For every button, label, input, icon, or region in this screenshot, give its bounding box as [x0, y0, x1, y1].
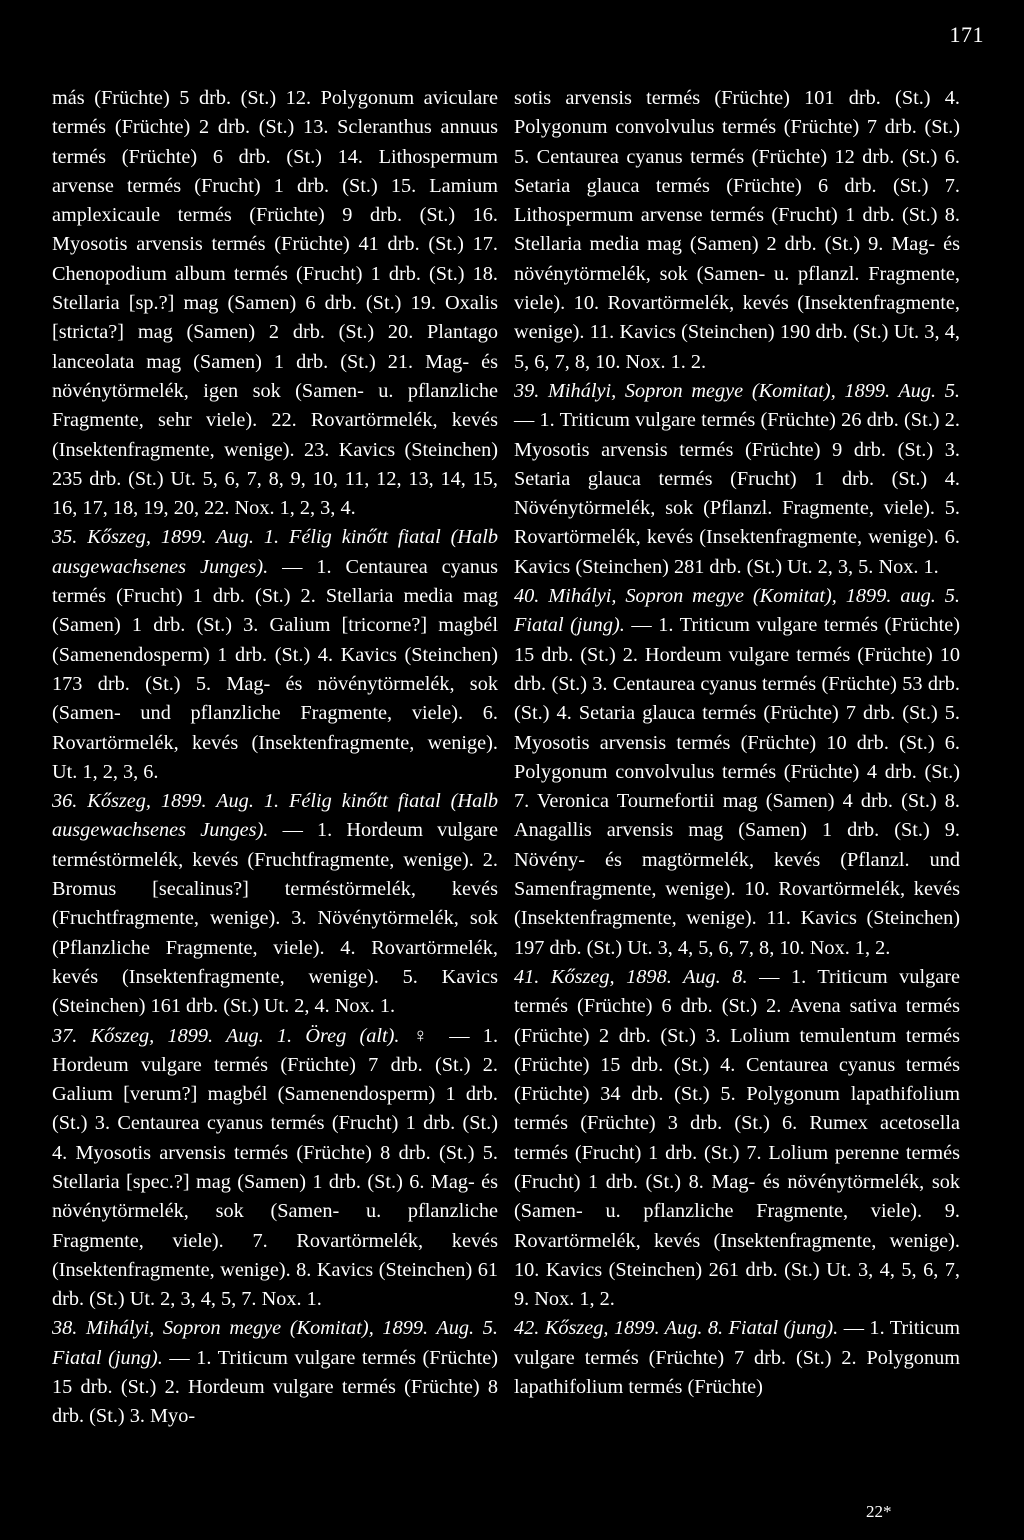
- entry-40: [514, 582, 960, 963]
- entry-heading: 41. Kőszeg, 1898. Aug. 8.: [514, 965, 748, 988]
- entry-42: [514, 1314, 960, 1402]
- entry-continuation: [52, 84, 498, 523]
- entry-continuation: [514, 84, 960, 377]
- entry-text: — 1. Triticum vulgare termés (Früchte) 26 drb. (St.) 2. Myosotis arvensis termés (Früchte) 9 drb. (St.) 3. Setaria glauca termés (Frucht) 1 drb. (St.) 4. Növénytörmelék, sok (Pflanzl. Fragmente, viele). 5. Rovartörmelék, kevés (Insektenfragmente, wenige). 6. Kavics (Steinchen) 281 drb. (St.) Ut. 2, 3, 5. Nox. 1.: [514, 409, 960, 578]
- entry-heading: 42. Kőszeg, 1899. Aug. 8. Fiatal (jung).: [514, 1317, 839, 1340]
- entry-35: [52, 523, 498, 787]
- entry-text: — 1. Triticum vulgare termés (Früchte) 6 drb. (St.) 2. Avena sativa termés (Früchte) 2 drb. (St.) 3. Lolium temulentum termés (Früchte) 15 drb. (St.) 4. Centaurea cyanus termés (Früchte) 34 drb. (St.) 5. Polygonum lapathifolium termés (Früchte) 3 drb. (St.) 6. Rumex acetosella termés (Frucht) 1 drb. (St.) 7. Lolium perenne termés (Frucht) 1 drb. (St.) 8. Mag- és növénytörmelék, sok (Samen- u. pflanzliche Fragmente, viele). 9. Rovartörmelék, kevés (Insektenfragmente, wenige). 10. Kavics (Steinchen) 261 drb. (St.) Ut. 3, 4, 5, 6, 7, 9. Nox. 1, 2.: [514, 965, 960, 1311]
- entry-heading: 36. Kőszeg, 1899. Aug. 1. Félig kinőtt fiatal (Halb ausgewachsenes Junges).: [52, 790, 498, 842]
- right-column: [514, 84, 960, 1402]
- entry-41: [514, 963, 960, 1315]
- page-number: 171: [949, 22, 984, 47]
- entry-37: [52, 1022, 498, 1315]
- entry-text: más (Früchte) 5 drb. (St.) 12. Polygonum aviculare termés (Früchte) 2 drb. (St.) 13. Scleranthus annuus termés (Früchte) 6 drb. (St.) 14. Lithospermum arvense termés (Frucht) 1 drb. (St.) 15. Lamium amplexicaule termés (Früchte) 9 drb. (St.) 16. Myosotis arvensis termés (Früchte) 41 drb. (St.) 17. Chenopodium album termés (Frucht) 1 drb. (St.) 18. Stellaria [sp.?] mag (Samen) 6 drb. (St.) 19. Oxalis [stricta?] mag (Samen) 2 drb. (St.) 20. Plantago lanceolata mag (Samen) 1 drb. (St.) 21. Mag- és növénytörmelék, igen sok (Samen- u. pflanzliche Fragmente, sehr viele). 22. Rovartörmelék, kevés (Insektenfragmente, wenige). 23. Kavics (Steinchen) 235 drb. (St.) Ut. 5, 6, 7, 8, 9, 10, 11, 12, 13, 14, 15, 16, 17, 18, 19, 20, 22. Nox. 1, 2, 3, 4.: [52, 87, 498, 520]
- entry-heading: 39. Mihályi, Sopron megye (Komitat), 1899. Aug. 5.: [514, 379, 960, 402]
- entry-heading: 38. Mihályi, Sopron megye (Komitat), 1899. Aug. 5. Fiatal (jung).: [52, 1317, 498, 1369]
- entry-36: [52, 787, 498, 1021]
- entry-text: — 1. Hordeum vulgare terméstörmelék, kevés (Fruchtfragmente, wenige). 2. Bromus [secalinus?] terméstörmelék, kevés (Fruchtfragmente, wenige). 3. Növénytörmelék, sok (Pflanzliche Fragmente, viele). 4. Rovartörmelék, kevés (Insektenfragmente, wenige). 5. Kavics (Steinchen) 161 drb. (St.) Ut. 2, 4. Nox. 1.: [52, 819, 498, 1018]
- left-column: [52, 84, 498, 1432]
- entry-38: [52, 1314, 498, 1431]
- entry-39: [514, 377, 960, 582]
- entry-text: — 1. Triticum vulgare termés (Früchte) 15 drb. (St.) 2. Hordeum vulgare termés (Früchte) 10 drb. (St.) 3. Centaurea cyanus termés (Früchte) 53 drb. (St.) 4. Setaria glauca termés (Früchte) 7 drb. (St.) 5. Myosotis arvensis termés (Früchte) 10 drb. (St.) 6. Polygonum convolvulus termés (Früchte) 4 drb. (St.) 7. Veronica Tournefortii mag (Samen) 4 drb. (St.) 8. Anagallis arvensis mag (Samen) 1 drb. (St.) 9. Növény- és magtörmelék, kevés (Pflanzl. und Samenfragmente, wenige). 10. Rovartörmelék, kevés (Insektenfragmente, wenige). 11. Kavics (Steinchen) 197 drb. (St.) Ut. 3, 4, 5, 6, 7, 8, 10. Nox. 1, 2.: [514, 614, 960, 959]
- signature-mark: 22*: [866, 1502, 892, 1521]
- entry-text: — 1. Triticum vulgare termés (Früchte) 7 drb. (St.) 2. Polygonum lapathifolium termés (Früchte): [514, 1317, 960, 1399]
- entry-heading: 40. Mihályi, Sopron megye (Komitat), 1899. aug. 5. Fiatal (jung).: [514, 585, 960, 637]
- entry-text: — 1. Centaurea cyanus termés (Frucht) 1 drb. (St.) 2. Stellaria media mag (Samen) 1 drb. (St.) 3. Galium [tricorne?] magbél (Samenendosperm) 1 drb. (St.) 4. Kavics (Steinchen) 173 drb. (St.) 5. Mag- és növénytörmelék, sok (Samen- und pflanzliche Fragmente, viele). 6. Rovartörmelék, kevés (Insektenfragmente, wenige). Ut. 1, 2, 3, 6.: [52, 555, 498, 783]
- entry-text: — 1. Hordeum vulgare termés (Früchte) 7 drb. (St.) 2. Galium [verum?] magbél (Samenendosperm) 1 drb. (St.) 3. Centaurea cyanus termés (Frucht) 1 drb. (St.) 4. Myosotis arvensis termés (Früchte) 8 drb. (St.) 5. Stellaria [spec.?] mag (Samen) 1 drb. (St.) 6. Mag- és növénytörmelék, sok (Samen- u. pflanzliche Fragmente, viele). 7. Rovartörmelék, kevés (Insektenfragmente, wenige). 8. Kavics (Steinchen) 61 drb. (St.) Ut. 2, 3, 4, 5, 7. Nox. 1.: [52, 1024, 499, 1311]
- entry-heading: 37. Kőszeg, 1899. Aug. 1. Öreg (alt). ♀: [52, 1024, 437, 1047]
- entry-text: sotis arvensis termés (Früchte) 101 drb. (St.) 4. Polygonum convolvulus termés (Früchte) 7 drb. (St.) 5. Centaurea cyanus termés (Früchte) 12 drb. (St.) 6. Setaria glauca termés (Früchte) 6 drb. (St.) 7. Lithospermum arvense termés (Frucht) 1 drb. (St.) 8. Stellaria media mag (Samen) 2 drb. (St.) 9. Mag- és növénytörmelék, sok (Samen- u. pflanzl. Fragmente, viele). 10. Rovartörmelék, kevés (Insektenfragmente, wenige). 11. Kavics (Steinchen) 190 drb. (St.) Ut. 3, 4, 5, 6, 7, 8, 10. Nox. 1. 2.: [514, 87, 960, 373]
- entry-heading: 35. Kőszeg, 1899. Aug. 1. Félig kinőtt fiatal (Halb ausgewachsenes Junges).: [52, 526, 498, 578]
- entry-text: — 1. Triticum vulgare termés (Früchte) 15 drb. (St.) 2. Hordeum vulgare termés (Früchte) 8 drb. (St.) 3. Myo-: [52, 1346, 498, 1428]
